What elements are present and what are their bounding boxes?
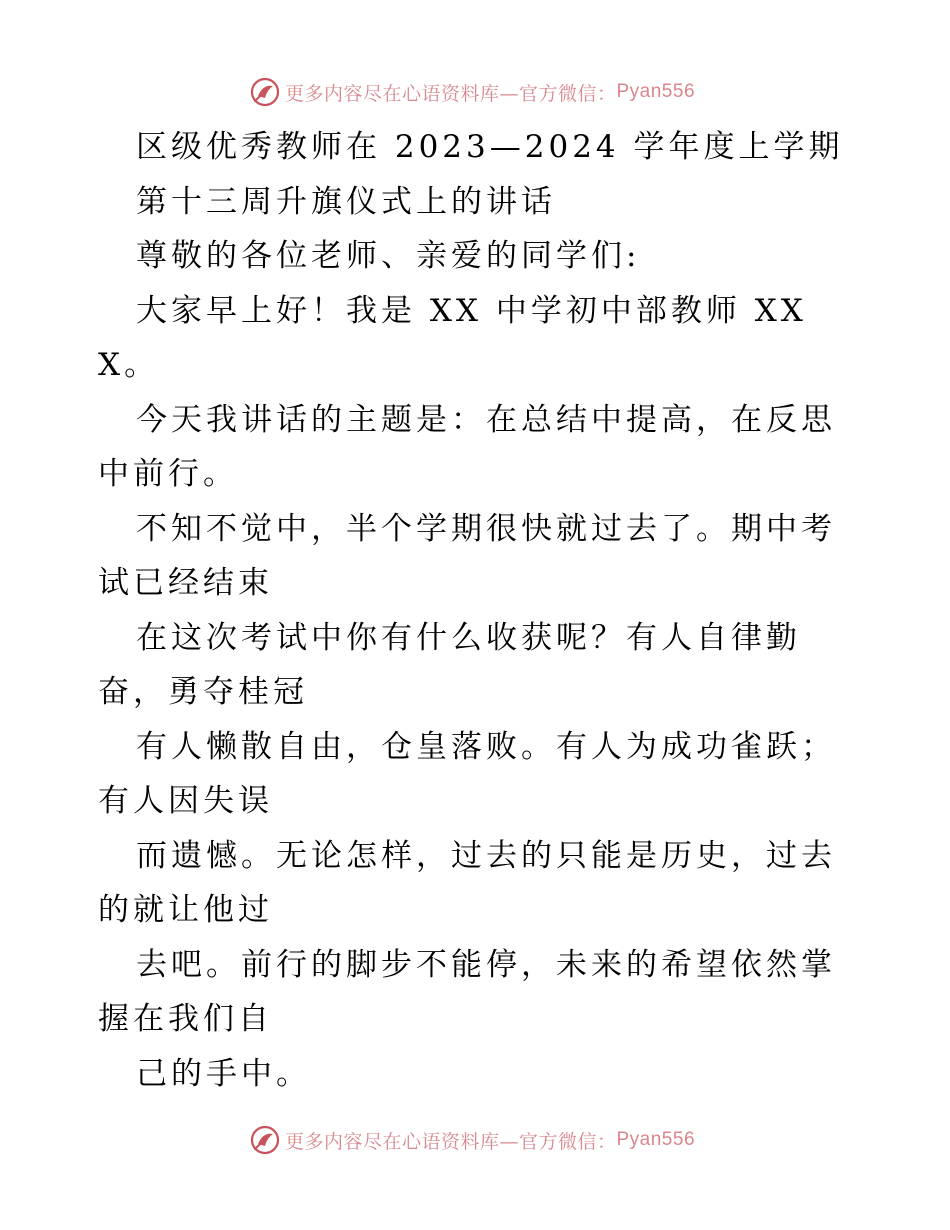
body-paragraph: 去吧。前行的脚步不能停，未来的希望依然掌握在我们自 [98, 946, 836, 1037]
body-paragraph: 而遗憾。无论怎样，过去的只能是历史，过去的就让他过 [98, 837, 836, 928]
body-paragraph: 今天我讲话的主题是：在总结中提高，在反思中前行。 [98, 401, 836, 492]
body-title-line-1: 区级优秀教师在 2023—2024 学年度上学期 [136, 129, 844, 165]
body-paragraph: 不知不觉中，半个学期很快就过去了。期中考试已经结束 [98, 510, 836, 601]
header-banner-text: 更多内容尽在心语资料库—官方微信： [284, 82, 617, 105]
header-banner-id: Pyan556 [616, 81, 696, 102]
footer-banner [0, 1120, 950, 1160]
brand-logo-icon [249, 1124, 281, 1156]
body-salutation: 尊敬的各位老师、亲爱的同学们: [136, 238, 641, 274]
footer-banner-text: 更多内容尽在心语资料库—官方微信： [284, 1130, 617, 1153]
brand-logo-icon [249, 76, 281, 108]
body-paragraph: 己的手中。 [136, 1055, 311, 1092]
footer-banner-id: Pyan556 [616, 1129, 696, 1150]
body-paragraph: 有人懒散自由，仓皇落败。有人为成功雀跃；有人因失误 [98, 728, 836, 819]
body-paragraph: 在这次考试中你有什么收获呢？有人自律勤奋，勇夺桂冠 [98, 619, 801, 710]
document-body [98, 120, 858, 1101]
header-banner [0, 72, 950, 112]
body-title-line-2: 第十三周升旗仪式上的讲话 [136, 183, 556, 220]
body-greeting: 大家早上好！我是 XX 中学初中部教师 XXX。 [98, 292, 807, 383]
